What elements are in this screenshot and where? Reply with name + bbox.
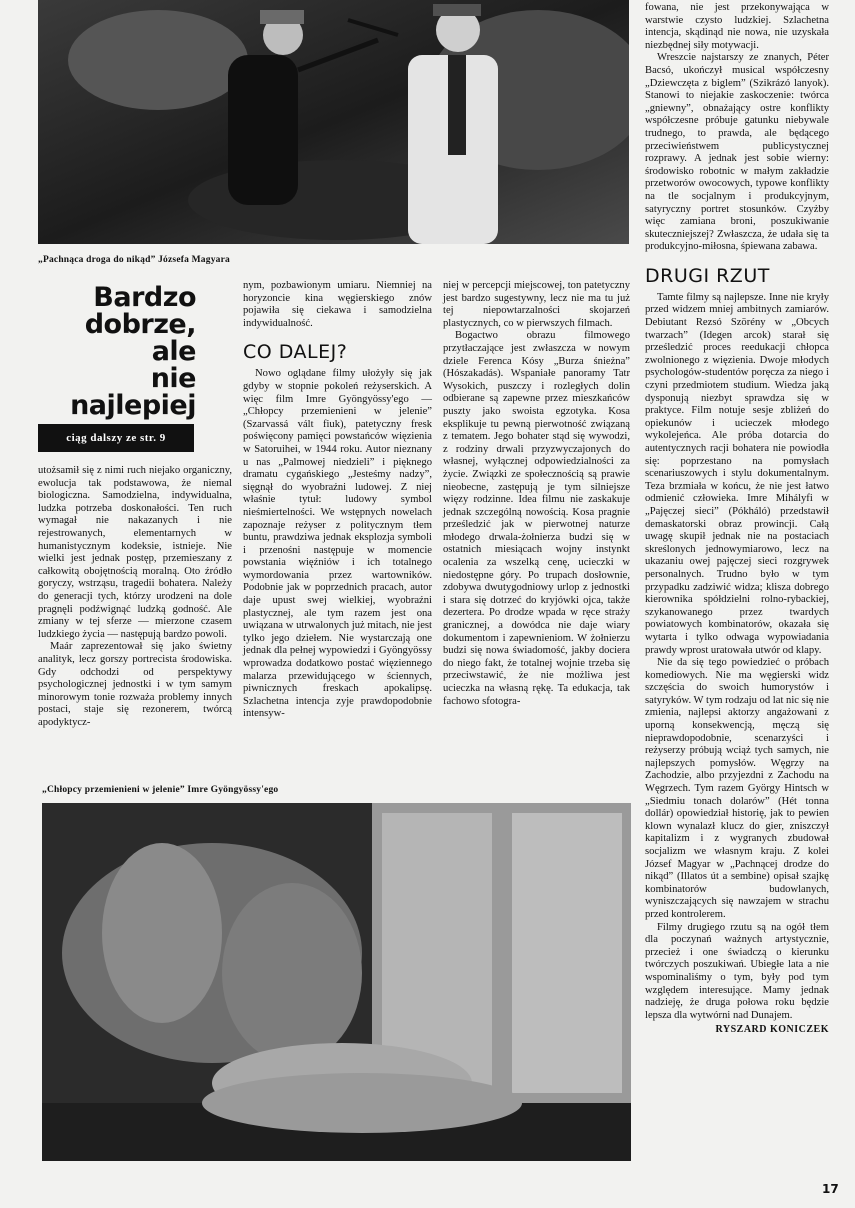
column-3	[443, 280, 630, 770]
heading-co-dalej: CO DALEJ?	[243, 341, 348, 364]
col3-paragraph: Bogactwo obrazu filmowego przytłaczające jest zwłaszcza w nowym dziele Ferenca Kósy „Burza śnieżna” (Hószakadás). Wspaniałe panoramy Tatr Wysokich, puszczy i rozległych dolin odbierane są zapewne przez mieszkańców puszty jako swoista egzotyka. Kosa eksplikuje tu pewną pierwotność związaną z tematem. Jego bohater stąd się wywodzi, z rodziny drwali przyzwyczajonych do własnej, wyłącznej odpowiedzialności za życie. Związki ze społecznością są prawie nieobecne, zastępują je tym silniejsze więzy rodzinne. Idea filmu nie zaskakuje jednak szczególną nowością. Kosa pragnie prześledzić jak w pierwotnej naturze młodego drwala-żołnierza budzi się w ostatnich miesiącach wojny instynkt ocalenia za wszelką cenę, ucieczki w niedostępne góry. Po trupach dosłownie, zdobywa dwutygodniowy urlop z jednostki i stara się dotrzeć do kryjówki ojca, także dezertera. Po drodze wpada w ręce straży granicznej, a dowódca nie daje wiary dokumentom i zapewnieniom. W żołnierzu budzi się nowa świadomość, jakby dociera do niego fakt, że totalnej wojnie trzeba się przeciwstawić, że nie możliwa jest ucieczka na własną rękę. Ta edukacja, tak fachowo sfotogra-	[443, 330, 630, 707]
headline	[30, 284, 196, 419]
photo-top	[38, 0, 629, 244]
col3-paragraph: niej w percepcji miejscowej, ton patetyczny jest bardzo sugestywny, lecz nie ma tu już tej niepowtarzalności skojarzeń plastycznych, co w pierwszych filmach.	[443, 280, 630, 329]
headline-line-1: Bardzo	[93, 282, 196, 313]
photo-bottom	[42, 803, 631, 1161]
photo-bottom-caption: „Chłopcy przemienieni w jelenie” Imre Gyöngyössy'ego	[42, 785, 279, 795]
column-2	[243, 280, 432, 770]
photo-top-caption: „Pachnąca droga do nikąd” Józsefa Magyara	[38, 255, 230, 265]
col2-paragraph: Nowo oglądane filmy ułożyły się jak gdyby w stopnie pokoleń reżyserskich. A więc film Imre Gyöngyössy'ego — „Chłopcy przemienieni w jelenie” (Szarvassá vált fiuk), patetyczny fresk poświęcony pamięci powstańców więzienia w Satoruihei, w 1944 roku. Autor nieznany u nas „Palmowej niedzieli” i pięknego dramatu cygańskiego „Jesteśmy nadzy”, sięgnął do wyobraźni ludowej. Z niej właśnie tytuł: ludowy symbol nieśmiertelności. We wstępnych nowelach zapoznaje reżyser z politycznym tłem buntu, prawdziwa jednak eksplozja symboli i przenośni następuje w momencie powstania więźniów i ich totalnego wymordowania przez wartowników. Podobnie jak w poprzednich pracach, autor daje upust swej wielkiej, wyobraźni plastycznej, ale tym razem jest ona uwiązana w utrwalonych już mitach, nie jest tylko jego dziełem. Nie wystarczają one jednak dla pełnej wypowiedzi i Gyöngyössy wprowadza dodatkowo postać więziennego malarza przewidującego w ściennych, piwnicznych freskach apokalipsę. Szlachetna intencja zyje prawdopodobnie intensyw-	[243, 368, 432, 720]
col4-paragraph: Wreszcie najstarszy ze znanych, Péter Bacsó, ukończył musical współczesny „Dziewczęta z biglem” (Szikrázó lanyok). Stanowi to niejakie zaskoczenie: twórca „gniewny”, obnażający ostre konflikty współczesne próbuje gatunku niebywale trudnego, to prawda, ale będącego przeciwieństwem publicystycznej rozprawy. A jednak jest sobie wierny: środowisko robotnic w małym zakładzie przetworów owocowych, typowe konflikty na tle socjalnym i produkcyjnym, satyryczny portret stosunków. Czyżby więc zamiana broni, poszukiwanie skuteczniejszej? Zwłaszcza, że udała się ta produkcyjno-miłosna, śpiewana zabawa.	[645, 52, 829, 253]
page-number: 17	[822, 1182, 839, 1196]
author-signature: RYSZARD KONICZEK	[715, 1024, 829, 1036]
col4-paragraph: fowana, nie jest przekonywająca w warstwie czysto ludzkiej. Szlachetna intencja, skądinąd nie nowa, nie uzyskała niezbędnej siły motywacji.	[645, 2, 829, 51]
heading-drugi-rzut: DRUGI RZUT	[645, 264, 770, 287]
continued-from-box: ciąg dalszy ze str. 9	[38, 424, 194, 452]
col4-paragraph: Nie da się tego powiedzieć o próbach komediowych. Nie ma węgierski widz szczęścia do swoich humorystów i satyryków. W tym rodzaju od lat nic się nie zmienia, najlepsi aktorzy angażowani z uporną konsekwencją, męczą się nieprawdopodobnie, scenarzyści i reżyserzy próbują wciąż tych samych, nie najlepszych pomysłów. Węgrzy na Zachodzie, albo przyjezdni z Zachodu na Węgrzech. Tym razem György Hintsch w „Siedmiu tonach dolarów” (Hét tonna dollár) opowiedział historię, jak to pewien klown wynalazł klucz do gier, zniszczył kapitalizm i z wygranych zbudował socjalizm we własnym kraju. Z kolei József Magyar w „Pachnącej drodze do nikąd” (Illatos út a sembine) opisał szajkę kombinatorów budowlanych, wyniszczających się nawzajem w strachu przed kontrolerem.	[645, 657, 829, 920]
col4-paragraph: Tamte filmy są najlepsze. Inne nie kryły przed widzem mniej ambitnych zamiarów. Debiutant Rezsó Szörény w „Obcych twarzach” (Idegen arcok) starał się prześledzić proces reedukacji chłopca zwolnionego z więzienia. Dwoje młodych psychologów-studentów poręcza za niego i czyni przedmiotem studium. Wiedza jaką dysponują niezbyt sprawdza się w praktyce. Film notuje sesje zbliżeń do opiekunów i ucieczek młodego wykolejeńca. Ale próba dotarcia do autentycznych racji bohatera nie powiodła się: poprzestano na pomysłach scenariuszowych i stylu dokumentalnym. Teza brzmiała w końcu, że nie jest łatwo odmienić człowieka. Imre Mihályfi w „Pajęczej sieci” (Pókháló) przedstawił demaskatorski obraz prowincji. Całą uwagę skupił jednak nie na postaciach skreślonych jednowymiarowo, lecz na ukazaniu owej pajęczej sieci rozgrywek personalnych. Trudno było w tym przypadku zadziwić widza; klisza dobrego kierownika spółdzielni rolno-rybackiej, szykanowanego przez twardych powiatowych kombinatorów, okazała się wytarta i tylko odwaga wypowiadania prawdy wprost uratowała utwór od klapy.	[645, 291, 829, 656]
col1-paragraph: Maár zaprezentował się jako świetny analityk, lecz gorszy portrecista środowiska. Gdy odchodzi od perspektywy psychologicznej jednostki i w tym samym minorowym tonie rozważa problemy innych postaci, staje się rezonerem, twórcą apodyktycz-	[38, 641, 232, 728]
column-4	[645, 2, 829, 1177]
headline-line-4: nie najlepiej	[70, 363, 196, 421]
photo-bottom-image	[42, 803, 631, 1161]
headline-line-2: dobrze,	[84, 309, 196, 340]
col1-paragraph: utożsamił się z nimi ruch niejako organiczny, ewolucja tak podstawowa, że niemal biologiczna. Samodzielna, indywidualna, ludzka potrzeba doskonałości. Ten ruch wymagał nie nakazanych i nie rejestrowanych, elementarnych w humanistycznym kodeksie, istnieje. Nie wielki jest jednak postęp, przemieszany z całkowitą obojętnością moralną. Oto źródło goryczy, wstrząsu, tragedii bohatera. Należy do generacji tych, którzy urodzeni na dole pragnęli podźwignąć ludzką godność. Ale zmiany w tej sferze — mierzone czasem ludzkiego życia — następują bardzo powoli.	[38, 465, 232, 640]
headline-line-3: ale	[151, 336, 196, 367]
column-1	[38, 465, 232, 765]
photo-top-image	[38, 0, 629, 244]
col4-paragraph: Filmy drugiego rzutu są na ogół tłem dla poczynań ważnych artystycznie, przecież i one świadczą o kierunku twórczych poszukiwań. Ubiegłe lata a nie wspominaliśmy o tym, były pod tym względem interesujące. Mamy jednak nadzieję, że druga połowa roku będzie lepsza dla wytwórni nad Dunajem.	[645, 921, 829, 1021]
col2-paragraph: nym, pozbawionym umiaru. Niemniej na horyzoncie kina węgierskiego znów pojawiła się ciekawa i samodzielna indywidualność.	[243, 280, 432, 329]
